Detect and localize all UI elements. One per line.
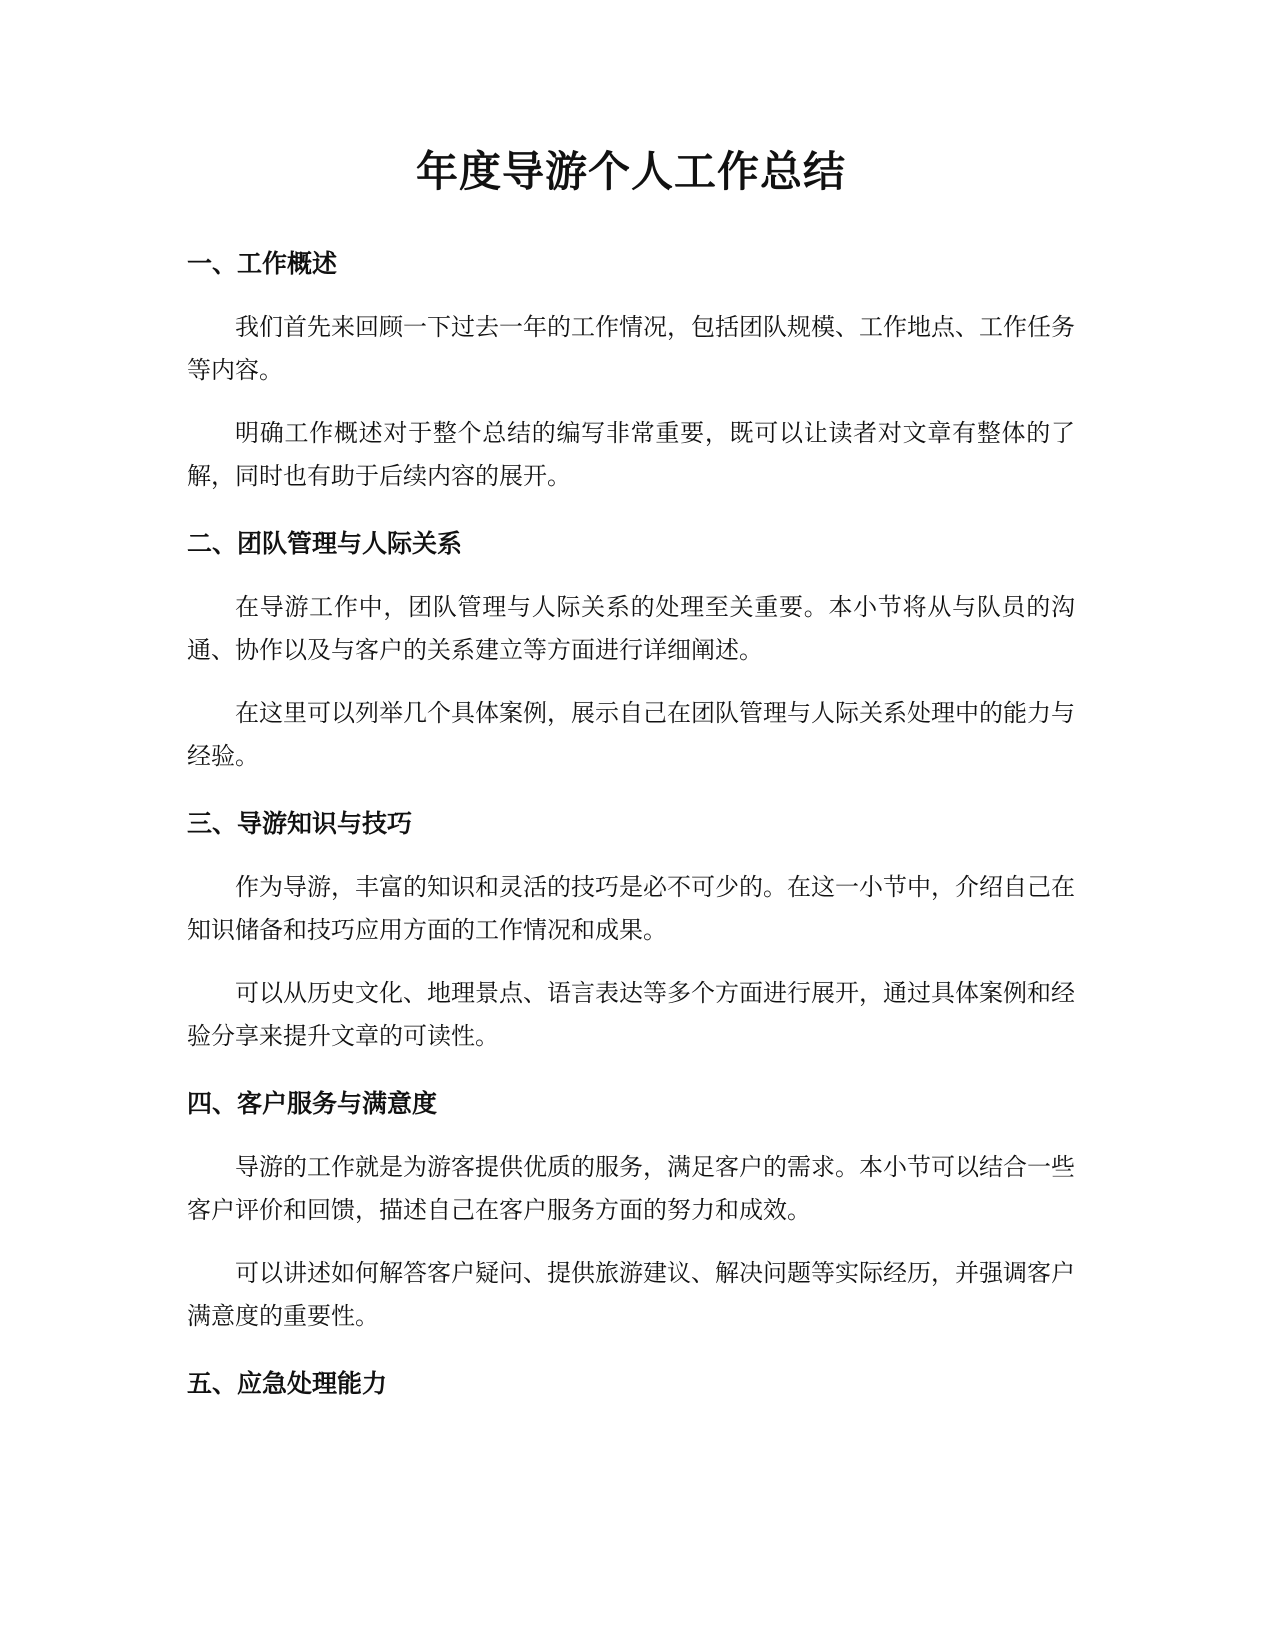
paragraph: 可以讲述如何解答客户疑问、提供旅游建议、解决问题等实际经历，并强调客户满意度的重要性。: [187, 1259, 1075, 1330]
section-heading: 二、团队管理与人际关系: [187, 529, 463, 558]
paragraph: 明确工作概述对于整个总结的编写非常重要，既可以让读者对文章有整体的了解，同时也有助于后续内容的展开。: [187, 419, 1075, 490]
section-heading: 一、工作概述: [187, 249, 338, 278]
section-work-overview: [187, 246, 1075, 498]
paragraph: 在这里可以列举几个具体案例，展示自己在团队管理与人际关系处理中的能力与经验。: [187, 699, 1075, 770]
paragraph: 可以从历史文化、地理景点、语言表达等多个方面进行展开，通过具体案例和经验分享来提升文章的可读性。: [187, 979, 1075, 1050]
paragraph: 在导游工作中，团队管理与人际关系的处理至关重要。本小节将从与队员的沟通、协作以及与客户的关系建立等方面进行详细阐述。: [187, 593, 1075, 664]
paragraph: 作为导游，丰富的知识和灵活的技巧是必不可少的。在这一小节中，介绍自己在知识储备和技巧应用方面的工作情况和成果。: [187, 873, 1075, 944]
paragraph: 我们首先来回顾一下过去一年的工作情况，包括团队规模、工作地点、工作任务等内容。: [187, 313, 1075, 384]
document-title: 年度导游个人工作总结: [415, 147, 846, 196]
section-heading: 三、导游知识与技巧: [187, 809, 413, 838]
section-emergency-handling: [187, 1366, 1075, 1402]
section-customer-service: [187, 1086, 1075, 1338]
paragraph: 导游的工作就是为游客提供优质的服务，满足客户的需求。本小节可以结合一些客户评价和回馈，描述自己在客户服务方面的努力和成效。: [187, 1153, 1075, 1224]
section-heading: 四、客户服务与满意度: [187, 1089, 438, 1118]
section-guide-knowledge: [187, 806, 1075, 1058]
section-team-management: [187, 526, 1075, 778]
section-heading: 五、应急处理能力: [187, 1369, 388, 1398]
